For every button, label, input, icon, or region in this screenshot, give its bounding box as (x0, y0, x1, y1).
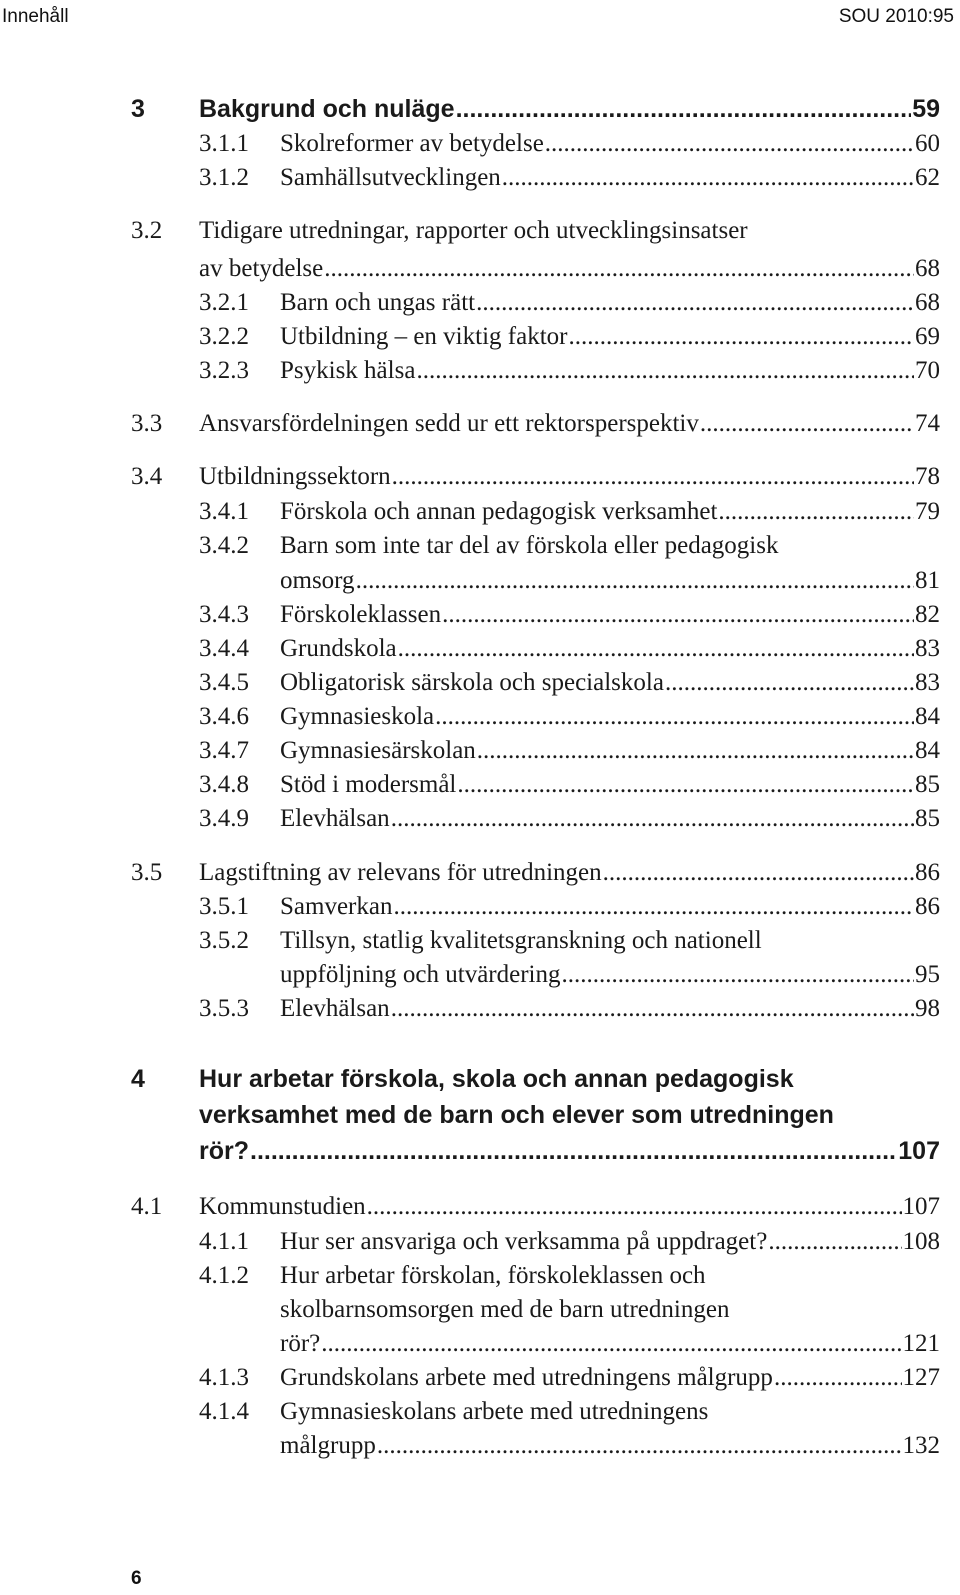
toc-leader-dots (324, 252, 914, 286)
toc-entry-title: målgrupp (280, 1432, 376, 1459)
toc-entry-page: 85 (915, 771, 940, 798)
toc-chapter-4-cont-1[interactable] (0, 1098, 960, 1132)
toc-leader-dots (476, 286, 914, 320)
toc-entry-title: Elevhälsan (280, 805, 390, 832)
toc-leader-dots (502, 161, 914, 195)
toc-entry-number: 3.4.3 (199, 601, 249, 628)
toc-leader-dots (321, 1327, 901, 1361)
toc-entry-title: Psykisk hälsa (280, 357, 416, 384)
toc-entry-page: 78 (915, 463, 940, 490)
toc-entry-title: Förskoleklassen (280, 601, 442, 628)
toc-entry-3-4-5[interactable] (0, 666, 960, 700)
toc-entry-title: verksamhet med de barn och elever som utredningen (199, 1101, 834, 1129)
toc-entry-number: 4.1 (131, 1193, 163, 1220)
toc-entry-number: 3.1.1 (199, 130, 249, 157)
toc-entry-number: 3.4.9 (199, 805, 249, 832)
toc-entry-title: omsorg (280, 567, 355, 594)
toc-entry-3-4-9[interactable] (0, 802, 960, 836)
toc-leader-dots (545, 127, 914, 161)
toc-entry-4-1-4-cont[interactable] (0, 1429, 960, 1463)
toc-entry-page: 62 (915, 164, 940, 191)
toc-entry-title: Gymnasiesärskolan (280, 737, 476, 764)
toc-entry-page: 86 (915, 893, 940, 920)
toc-entry-title: Barn som inte tar del av förskola eller pedagogisk (280, 532, 779, 559)
running-header-report-id: SOU 2010:95 (838, 6, 954, 27)
toc-entry-page: 74 (915, 410, 940, 437)
toc-leader-dots (398, 632, 914, 666)
toc-entry-title: Hur ser ansvariga och verksamma på uppdraget? (280, 1228, 768, 1255)
toc-leader-dots (603, 856, 914, 890)
toc-leader-dots (665, 666, 914, 700)
toc-entry-3-4-7[interactable] (0, 734, 960, 768)
toc-entry-number: 3.2.1 (199, 289, 249, 316)
toc-entry-page: 127 (902, 1364, 940, 1391)
toc-entry-3-4-8[interactable] (0, 768, 960, 802)
toc-entry-number: 3.4.5 (199, 669, 249, 696)
toc-entry-number: 3.5.3 (199, 995, 249, 1022)
toc-leader-dots (250, 1134, 897, 1168)
toc-entry-page: 107 (898, 1137, 940, 1165)
toc-entry-title: Elevhälsan (280, 995, 390, 1022)
toc-leader-dots (435, 700, 914, 734)
toc-leader-dots (700, 407, 914, 441)
toc-entry-page: 84 (915, 737, 940, 764)
toc-leader-dots (393, 890, 914, 924)
toc-chapter-4[interactable] (0, 1062, 960, 1096)
toc-entry-3-4[interactable] (0, 460, 960, 494)
toc-entry-title: Samverkan (280, 893, 393, 920)
toc-entry-title: Gymnasieskola (280, 703, 435, 730)
toc-entry-number: 3.2.2 (199, 323, 249, 350)
toc-entry-title: Utbildningssektorn (199, 463, 391, 490)
toc-entry-page: 68 (915, 255, 940, 282)
toc-entry-3-2-1[interactable] (0, 286, 960, 320)
toc-entry-number: 3.5 (131, 859, 163, 886)
toc-entry-number: 3.4 (131, 463, 163, 490)
toc-entry-number: 3.2.3 (199, 357, 249, 384)
toc-leader-dots (391, 802, 914, 836)
toc-entry-number: 3.2 (131, 217, 163, 244)
toc-entry-title: Gymnasieskolans arbete med utredningens (280, 1398, 709, 1425)
toc-leader-dots (768, 1225, 901, 1259)
toc-entry-3-1-1[interactable] (0, 127, 960, 161)
toc-chapter-4-cont-2[interactable] (0, 1134, 960, 1168)
toc-entry-page: 86 (915, 859, 940, 886)
toc-leader-dots (392, 460, 914, 494)
toc-entry-3-4-3[interactable] (0, 598, 960, 632)
toc-leader-dots (391, 992, 914, 1026)
toc-entry-title: Obligatorisk särskola och specialskola (280, 669, 664, 696)
toc-entry-title: Tidigare utredningar, rapporter och utvecklingsinsatser (199, 217, 748, 244)
toc-entry-page: 95 (915, 961, 940, 988)
toc-entry-title: rör? (280, 1330, 321, 1357)
toc-entry-page: 132 (902, 1432, 940, 1459)
toc-entry-page: 107 (902, 1193, 940, 1220)
toc-entry-number: 3.4.7 (199, 737, 249, 764)
toc-entry-page: 81 (915, 567, 940, 594)
toc-entry-3-1-2[interactable] (0, 161, 960, 195)
toc-entry-title: rör? (199, 1137, 249, 1165)
toc-entry-page: 108 (902, 1228, 940, 1255)
toc-entry-4-1-4[interactable] (0, 1395, 960, 1429)
toc-entry-title: Barn och ungas rätt (280, 289, 476, 316)
toc-entry-page: 83 (915, 669, 940, 696)
toc-entry-title: Förskola och annan pedagogisk verksamhet (280, 498, 718, 525)
toc-entry-title: Utbildning – en viktig faktor (280, 323, 568, 350)
toc-entry-title: Stöd i modersmål (280, 771, 457, 798)
toc-leader-dots (562, 958, 915, 992)
toc-entry-number: 3 (131, 95, 145, 123)
toc-entry-4-1-3[interactable] (0, 1361, 960, 1395)
toc-entry-page: 84 (915, 703, 940, 730)
toc-leader-dots (718, 495, 914, 529)
toc-entry-title: Skolreformer av betydelse (280, 130, 544, 157)
toc-entry-title: av betydelse (199, 255, 324, 282)
toc-entry-title: Tillsyn, statlig kvalitetsgranskning och nationell (280, 927, 762, 954)
toc-leader-dots (456, 92, 912, 126)
toc-chapter-3[interactable] (0, 92, 960, 126)
toc-entry-3-4-2[interactable] (0, 529, 960, 563)
toc-entry-title: Kommunstudien (199, 1193, 366, 1220)
toc-entry-3-5-3[interactable] (0, 992, 960, 1026)
toc-entry-number: 4.1.3 (199, 1364, 249, 1391)
toc-entry-number: 4.1.2 (199, 1262, 249, 1289)
toc-entry-title: Bakgrund och nuläge (199, 95, 455, 123)
toc-leader-dots (477, 734, 914, 768)
toc-entry-title: Grundskola (280, 635, 397, 662)
toc-entry-number: 3.4.2 (199, 532, 249, 559)
running-header-section: Innehåll (2, 6, 69, 27)
toc-entry-number: 4.1.4 (199, 1398, 249, 1425)
toc-leader-dots (774, 1361, 902, 1395)
toc-entry-page: 85 (915, 805, 940, 832)
toc-entry-number: 3.3 (131, 410, 163, 437)
toc-entry-title: Lagstiftning av relevans för utredningen (199, 859, 602, 886)
toc-entry-3-4-1[interactable] (0, 495, 960, 529)
page-number: 6 (131, 1568, 142, 1589)
toc-entry-title: Ansvarsfördelningen sedd ur ett rektorsperspektiv (199, 410, 699, 437)
toc-entry-number: 3.4.6 (199, 703, 249, 730)
toc-entry-3-4-6[interactable] (0, 700, 960, 734)
toc-entry-3-5-2[interactable] (0, 924, 960, 958)
toc-entry-3-2[interactable] (0, 214, 960, 248)
toc-leader-dots (356, 564, 914, 598)
toc-entry-4-1-1[interactable] (0, 1225, 960, 1259)
toc-entry-3-4-4[interactable] (0, 632, 960, 666)
toc-entry-3-5-2-cont[interactable] (0, 958, 960, 992)
toc-entry-page: 82 (915, 601, 940, 628)
toc-leader-dots (377, 1429, 902, 1463)
toc-leader-dots (416, 354, 914, 388)
toc-leader-dots (367, 1190, 902, 1224)
toc-entry-4-1[interactable] (0, 1190, 960, 1224)
toc-entry-number: 3.4.4 (199, 635, 249, 662)
toc-entry-page: 69 (915, 323, 940, 350)
toc-entry-3-3[interactable] (0, 407, 960, 441)
toc-entry-number: 3.1.2 (199, 164, 249, 191)
toc-entry-title: Samhällsutvecklingen (280, 164, 501, 191)
toc-entry-3-2-3[interactable] (0, 354, 960, 388)
toc-entry-number: 4.1.1 (199, 1228, 249, 1255)
toc-entry-page: 60 (915, 130, 940, 157)
toc-entry-4-1-2-cont-1[interactable] (0, 1293, 960, 1327)
toc-entry-3-2-cont[interactable] (0, 252, 960, 286)
toc-entry-number: 3.5.1 (199, 893, 249, 920)
toc-entry-number: 3.4.8 (199, 771, 249, 798)
toc-entry-page: 83 (915, 635, 940, 662)
toc-entry-page: 68 (915, 289, 940, 316)
toc-leader-dots (442, 598, 914, 632)
toc-entry-3-2-2[interactable] (0, 320, 960, 354)
toc-entry-title: Grundskolans arbete med utredningens målgrupp (280, 1364, 773, 1391)
toc-entry-page: 98 (915, 995, 940, 1022)
toc-entry-page: 70 (915, 357, 940, 384)
toc-entry-title: uppföljning och utvärdering (280, 961, 561, 988)
toc-entry-number: 3.5.2 (199, 927, 249, 954)
toc-entry-title: Hur arbetar förskolan, förskoleklassen och (280, 1262, 706, 1289)
toc-entry-4-1-2[interactable] (0, 1259, 960, 1293)
toc-leader-dots (568, 320, 914, 354)
toc-entry-title: skolbarnsomsorgen med de barn utredningen (280, 1296, 730, 1323)
toc-entry-4-1-2-cont-2[interactable] (0, 1327, 960, 1361)
toc-entry-page: 79 (915, 498, 940, 525)
toc-entry-page: 59 (912, 95, 940, 123)
toc-entry-number: 4 (131, 1065, 145, 1093)
toc-entry-number: 3.4.1 (199, 498, 249, 525)
toc-entry-title: Hur arbetar förskola, skola och annan pedagogisk (199, 1065, 794, 1093)
toc-entry-3-5[interactable] (0, 856, 960, 890)
toc-entry-3-5-1[interactable] (0, 890, 960, 924)
toc-leader-dots (457, 768, 914, 802)
toc-entry-3-4-2-cont[interactable] (0, 564, 960, 598)
toc-entry-page: 121 (902, 1330, 940, 1357)
